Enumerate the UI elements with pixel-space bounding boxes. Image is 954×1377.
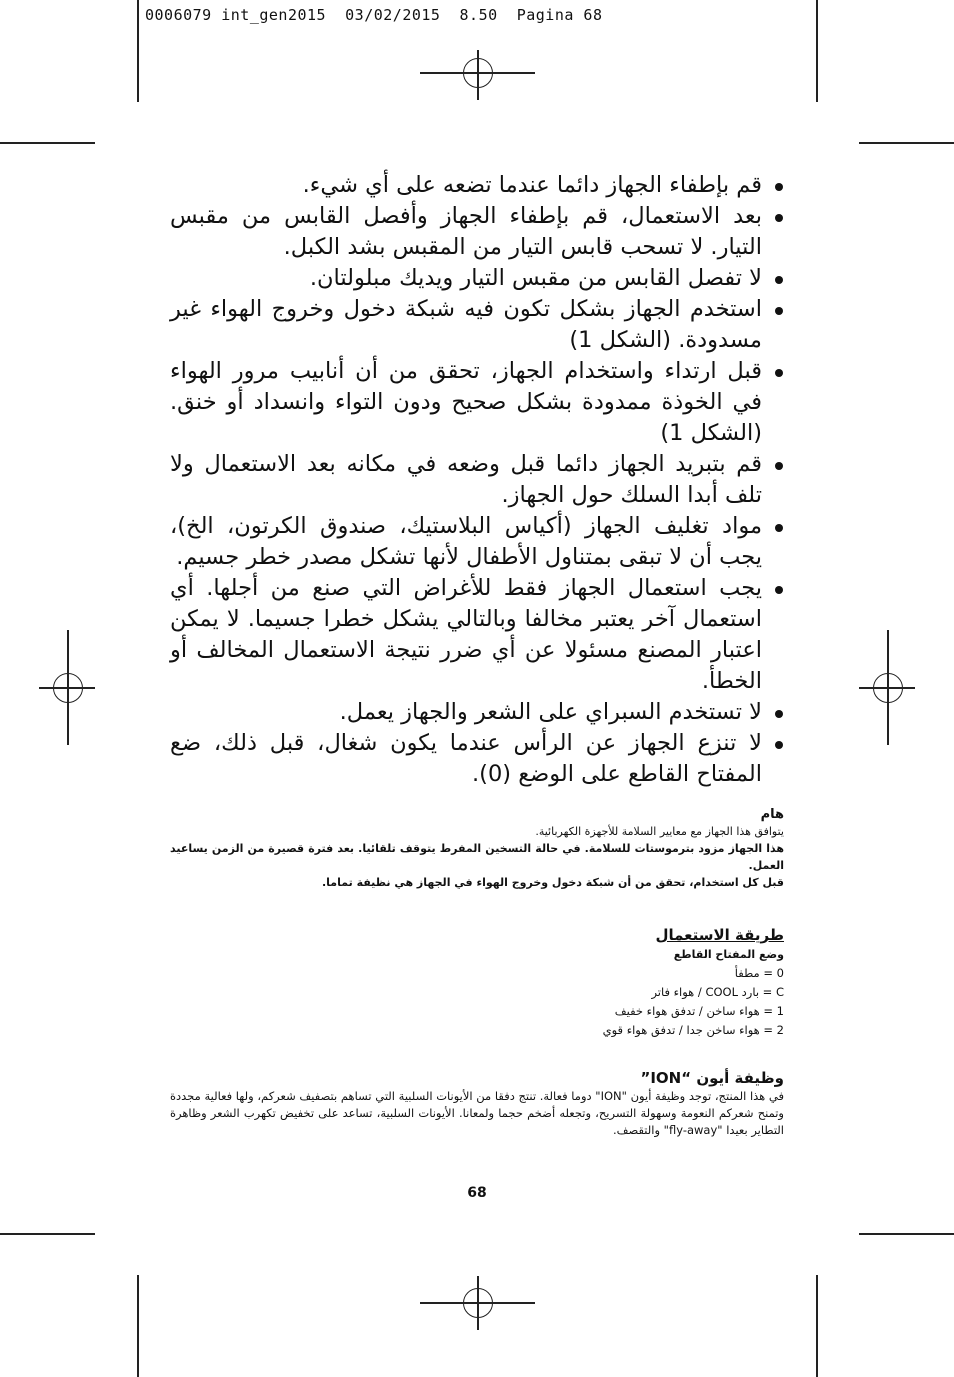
safety-bullet-list: [170, 170, 784, 790]
important-heading: هام: [760, 807, 784, 822]
switch-setting: 2 = هواء ساخن جدا / تدفق هواء قوي: [602, 1023, 784, 1037]
ion-section-body: في هذا المنتج، توجد وظيفة أيون "ION" دوما فعالة. تنتج دفقا من الأيونات السلبية التي تساهم بتصفيف شعركم، ولها فعالية مجددة وتمنح شعركم النعومة وسهولة التسريح، وتجعله أضخم حجما ولمعانا. الأيونات السلبية، تساعد على تخفيض تكهرب الشعر وظاهرة التطاير بعيدا "fly-away" والتقصف.: [170, 1089, 784, 1137]
crop-mark-bottom-right-v: [816, 1275, 818, 1377]
list-item: قبل ارتداء واستخدام الجهاز، تحقق من أن أنابيب مرور الهواء في الخوذة ممدودة بشكل صحيح ودون التواء وانسداد أو خنق. (الشكل 1): [170, 356, 784, 449]
list-item: قم بتبريد الجهاز دائما قبل وضعه في مكانه بعد الاستعمال ولا تلف أبدا السلك حول الجهاز.: [170, 449, 784, 511]
list-item: لا تنزع الجهاز عن الرأس عندما يكون شغال، قبل ذلك، ضع المفتاح القاطع على الوضع (0).: [170, 728, 784, 790]
usage-section: [170, 945, 784, 1040]
important-line-3: قبل كل استخدام، تحقق من أن شبكة دخول وخروج الهواء في الجهاز هي نظيفة تماما.: [321, 876, 784, 889]
important-notice: [170, 806, 784, 891]
page-content: [170, 170, 784, 1139]
list-item: استخدم الجهاز بشكل تكون فيه شبكة دخول وخروج الهواء غير مسدودة. (الشكل 1): [170, 294, 784, 356]
crop-mark-bottom-left-h: [0, 1233, 95, 1235]
usage-subtitle: وضع المفتاح القاطع: [673, 948, 784, 961]
ion-section-title: وظيفة أيون “ION”: [640, 1069, 784, 1087]
crop-mark-bottom-right-h: [859, 1233, 954, 1235]
list-item: قم بإطفاء الجهاز دائما عندما تضعه على أي شيء.: [170, 170, 784, 201]
list-item: يجب استعمال الجهاز فقط للأغراض التي صنع من أجلها. أي استعمال آخر يعتبر مخالفا وبالتالي يشكل خطرا جسيما. لا يمكن اعتبار المصنع مسئولا عن أي ضرر نتيجة الاستعمال المخالف أو الخطأ.: [170, 573, 784, 697]
switch-setting: 1 = هواء ساخن / تدفق هواء خفيف: [614, 1004, 784, 1018]
crop-mark-top-left-v: [137, 0, 139, 102]
switch-setting: 0 = مطفأ: [734, 966, 784, 980]
list-item: لا تستخدم السبراي على الشعر والجهاز يعمل.: [170, 697, 784, 728]
list-item: لا تفصل القابس من مقبس التيار ويديك مبلولتان.: [170, 263, 784, 294]
crop-mark-top-right-v: [816, 0, 818, 102]
usage-section-title: طريقة الاستعمال: [655, 926, 784, 944]
print-slug-line: 0006079 int_gen2015 03/02/2015 8.50 Pagina 68: [145, 6, 603, 24]
crop-mark-bottom-left-v: [137, 1275, 139, 1377]
switch-setting: C = بارد COOL / هواء فاتر: [651, 985, 784, 999]
list-item: بعد الاستعمال، قم بإطفاء الجهاز وأفصل القابس من مقبس التيار. لا تسحب قابس التيار من المقبس بشد الكبل.: [170, 201, 784, 263]
crop-mark-top-right-h: [859, 142, 954, 144]
crop-mark-top-left-h: [0, 142, 95, 144]
page-number: 68: [467, 1185, 487, 1201]
list-item: مواد تغليف الجهاز (أكياس البلاستيك، صندوق الكرتون، الخ)، يجب أن لا تبقى بمتناول الأطفال لأنها تشكل مصدر خطر جسيم.: [170, 511, 784, 573]
important-line-1: يتوافق هذا الجهاز مع معايير السلامة للأجهزة الكهربائية.: [535, 825, 784, 838]
important-line-2: هذا الجهاز مزود بترموستات للسلامة. في حالة التسخين المفرط يتوقف تلقائيا. بعد فترة قصيرة من الزمن يساعيد العمل.: [170, 842, 784, 872]
